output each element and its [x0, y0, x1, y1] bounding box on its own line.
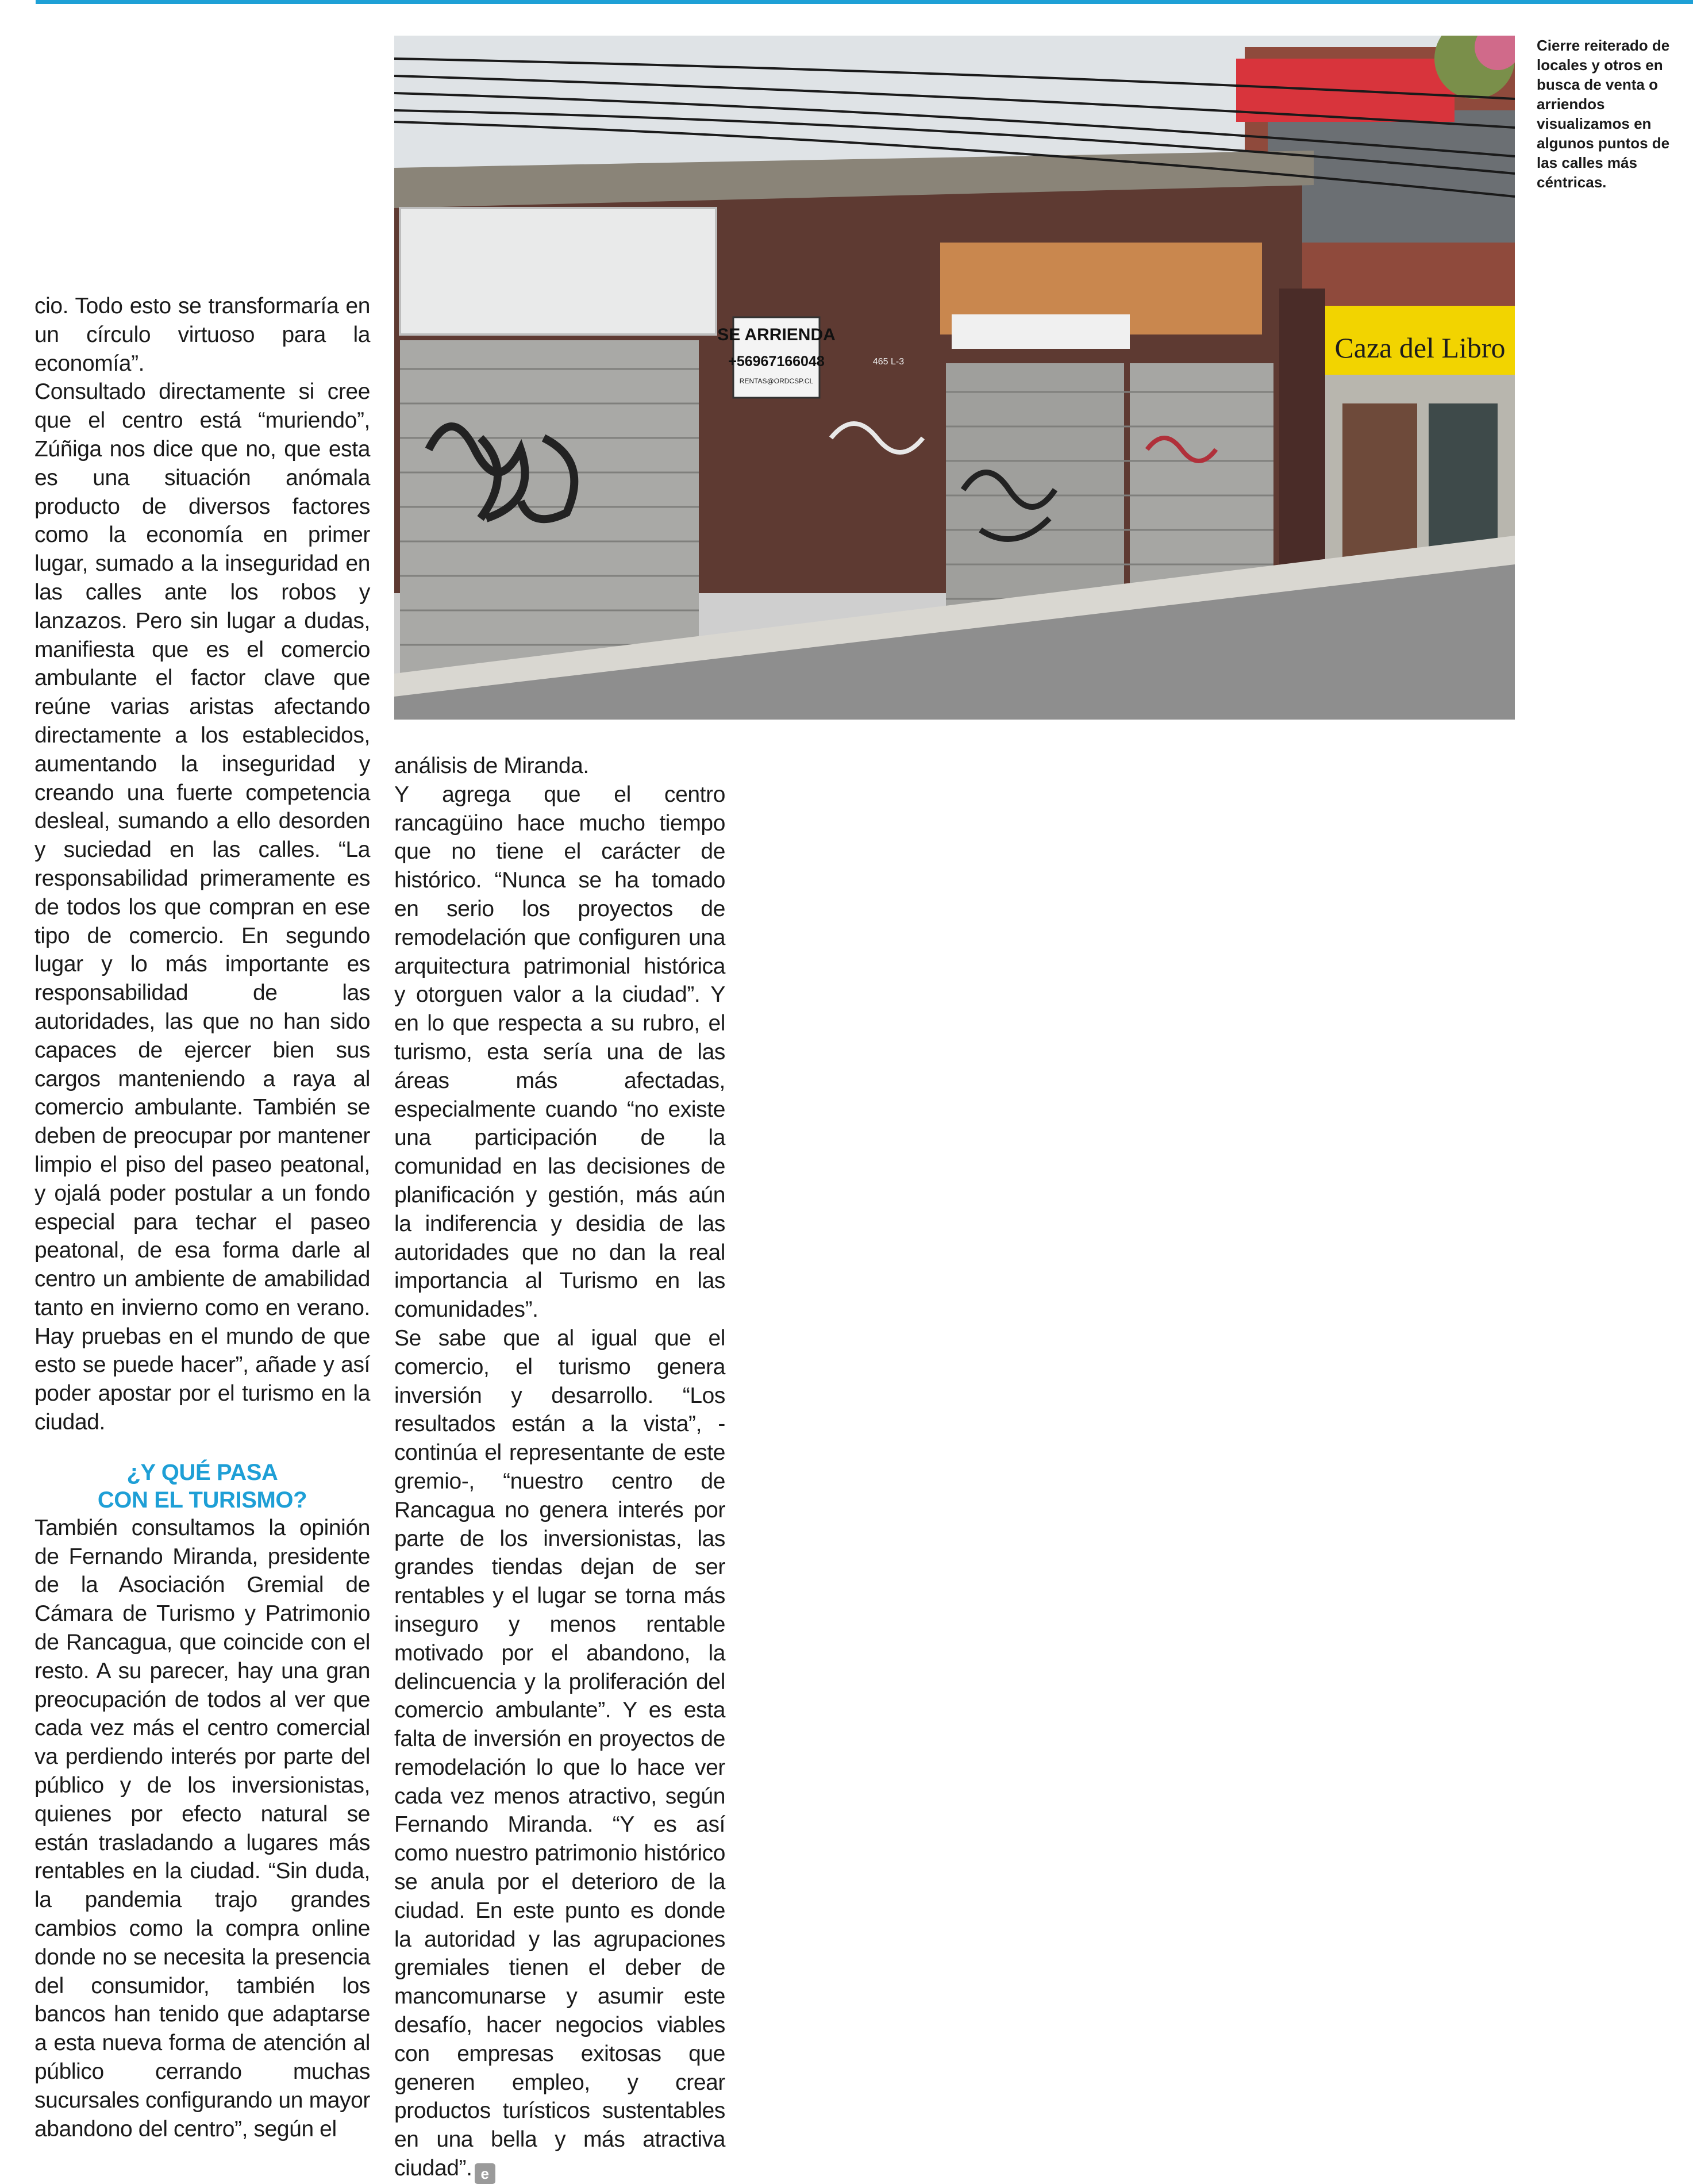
- paragraph: También consultamos la opinión de Fernando Miranda, presidente de la Asociación Gremial de Cámara de Turismo y Patrimonio de Rancagua, que coincide con el resto. A su parecer, hay una gran preocupación de todos al ver que cada vez más el centro comercial va perdiendo interés por parte del público y de los inversionistas, quienes por efecto natural se están trasladando a lugares más rentables en la ciudad. “Sin duda, la pandemia trajo grandes cambios como la compra online donde no se necesita la presencia del consumidor, también los bancos han tenido que adaptarse a esta nueva forma de atención al público cerrando muchas sucursales configurando un mayor abandono del centro”, según el: [34, 1515, 370, 2141]
- rent-sign-title: SE ARRIENDA: [717, 325, 836, 344]
- paragraph: análisis de Miranda.: [394, 753, 589, 778]
- street-number: 465 L-3: [872, 357, 905, 367]
- section-subhead: [34, 1459, 370, 1514]
- storefront-sign-text: Caza del Libro: [1334, 332, 1506, 364]
- top-accent-rule: [36, 0, 1693, 4]
- end-of-article-icon: e: [475, 2163, 495, 2184]
- paragraph-final: [394, 1324, 725, 2184]
- article-column-left: [34, 292, 370, 2143]
- subhead-line: ¿Y QUÉ PASA: [126, 1459, 278, 1485]
- paragraph: cio. Todo esto se transformaría en un círculo virtuoso para la economía”.: [34, 294, 370, 376]
- paragraph-text: Se sabe que al igual que el comercio, el turismo genera inversión y desarrollo. “Los resultados están a la vista”, -continúa el representante de este gremio-, “nuestro centro de Rancagua no genera interés por parte de los inversionistas, las grandes tiendas dejan de ser rentables y el lugar se torna más inseguro y menos rentable motivado por el abandono, la delincuencia y la proliferación del comercio ambulante”. Y es esta falta de inversión en proyectos de remodelación lo que lo hace ver cada vez menos atractivo, según Fernando Miranda. “Y es así como nuestro patrimonio histórico se anula por el deterioro de la ciudad. En este punto es donde la autoridad y las agrupaciones gremiales tienen el deber de mancomunarse y asumir este desafío, hacer negocios viables con empresas exitosas que generen empleo, y crear productos turísticos sustentables en una bella y más atractiva ciudad”.: [394, 1325, 725, 2181]
- subhead-line: CON EL TURISMO?: [97, 1487, 307, 1513]
- paragraph: Consultado directamente si cree que el centro está “muriendo”, Zúñiga nos dice que no, que esta es una situación anómala producto de diversos factores como la economía en primer lugar, sumado a la inseguridad en las calles ante los robos y lanzazos. Pero sin lugar a dudas, manifiesta que es el comercio ambulante el factor clave que reúne varias aristas afectando directamente a los establecidos, aumentando la inseguridad y creando una fuerte competencia desleal, sumando a ello desorden y suciedad en las calles. “La responsabilidad primeramente es de todos los que compran en ese tipo de comercio. En segundo lugar y lo más importante es responsabilidad de las autoridades, las que no han sido capaces de ejercer bien sus cargos manteniendo a raya al comercio ambulante. También se deben de preocupar por mantener limpio el piso del paseo peatonal, y ojalá poder postular a un fondo especial para techar el paseo peatonal, de esa forma darle al centro un ambiente de amabilidad tanto en invierno como en verano. Hay pruebas en el mundo de que esto se puede hacer”, añade y así poder apostar por el turismo en la ciudad.: [34, 379, 370, 1435]
- rent-sign-phone: +56967166048: [728, 353, 825, 370]
- photo-caption: Cierre reiterado de locales y otros en busca de venta o arriendos visualizamos en algunos puntos de las calles más céntricas.: [1537, 37, 1670, 191]
- street-photo: [394, 36, 1515, 720]
- rent-sign-email: RENTAS@ORDCSP.CL: [739, 377, 814, 385]
- paragraph: Y agrega que el centro rancagüino hace mucho tiempo que no tiene el carácter de histórico. “Nunca se ha tomado en serio los proyectos de remodelación que configuren una arquitectura patrimonial histórica y otorguen valor a la ciudad”. Y en lo que respecta a su rubro, el turismo, esta sería una de las áreas más afectadas, especialmente cuando “no existe una participación de la comunidad en las decisiones de planificación y gestión, más aún la indiferencia y desidia de las autoridades que no dan la real importancia al Turismo en las comunidades”.: [394, 782, 725, 1322]
- article-column-middle: [394, 752, 725, 2184]
